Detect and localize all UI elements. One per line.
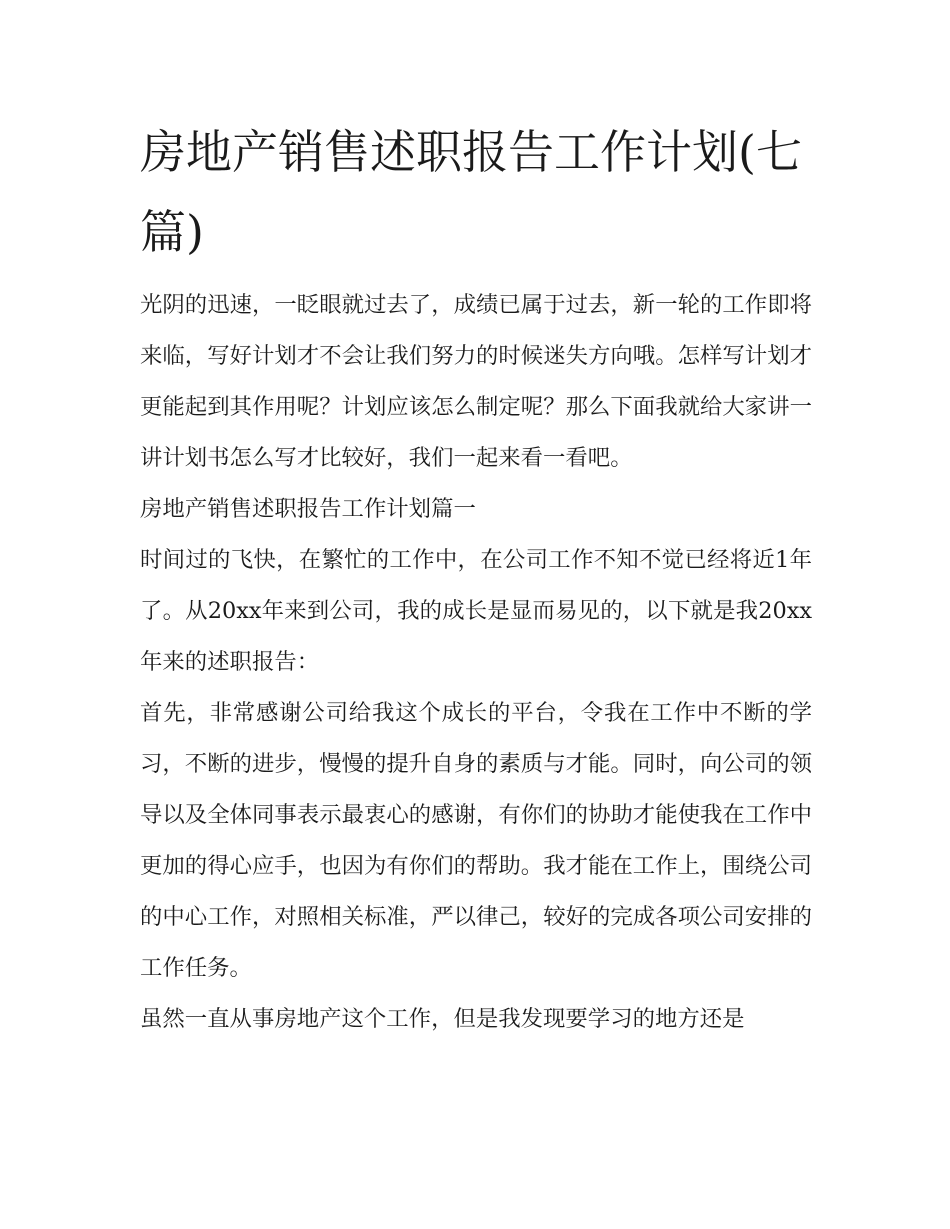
section-heading: 房地产销售述职报告工作计划篇一 [140, 496, 476, 522]
intro-paragraph: 光阴的迅速，一眨眼就过去了，成绩已属于过去，新一轮的工作即将来临，写好计划才不会让我们努力的时候迷失方向哦。怎样写计划才更能起到其作用呢？计划应该怎么制定呢？那么下面我就给大家讲一讲计划书怎么写才比较好，我们一起来看一看吧。 [140, 292, 812, 471]
body-paragraph-2: 首先，非常感谢公司给我这个成长的平台，令我在工作中不断的学习，不断的进步，慢慢的提升自身的素质与才能。同时，向公司的领导以及全体同事表示最衷心的感谢，有你们的协助才能使我在工作中更加的得心应手，也因为有你们的帮助。我才能在工作上，围绕公司的中心工作，对照相关标准，严以律己，较好的完成各项公司安排的工作任务。 [140, 700, 812, 981]
body-paragraph-3: 虽然一直从事房地产这个工作，但是我发现要学习的地方还是 [140, 1006, 745, 1032]
body-paragraph-1: 时间过的飞快，在繁忙的工作中，在公司工作不知不觉已经将近1年了。从20xx年来到公司，我的成长是显而易见的，以下就是我20xx年来的述职报告： [140, 547, 812, 675]
document-title: 房地产销售述职报告工作计划(七篇) [140, 125, 802, 259]
document-page [140, 112, 812, 1045]
